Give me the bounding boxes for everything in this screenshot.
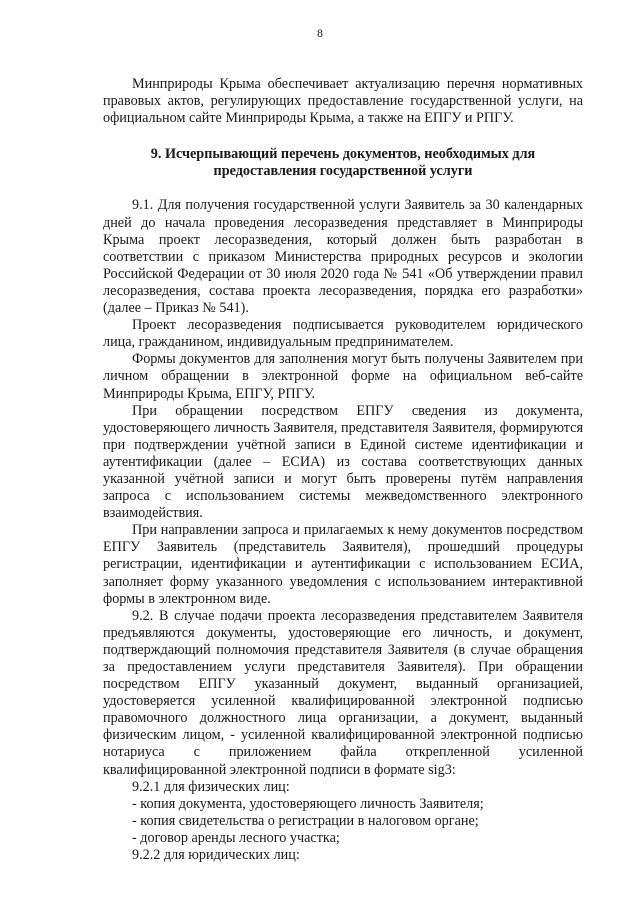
list-item: - договор аренды лесного участка; <box>132 829 340 846</box>
page-number: 8 <box>317 26 323 40</box>
paragraph-9-1: 9.1. Для получения государственной услуги Заявитель за 30 календарных дней до начала проведения лесоразведения представляет в Минприроды Крыма проект лесоразведения, который должен быть разработан в соответствии с приказом Министерства природных ресурсов и экологии Российской Федерации от 30 июля 2020 года № 541 «Об утверждении правил лесоразведения, состава проекта лесоразведения, порядка его разработки» (далее – Приказ № 541). <box>103 197 583 317</box>
document-body <box>103 76 583 864</box>
paragraph-forms: Формы документов для заполнения могут быть получены Заявителем при личном обращении в электронной форме на официальном веб-сайте Минприроды Крыма, ЕПГУ, РПГУ. <box>103 351 583 402</box>
list-item: - копия свидетельства о регистрации в налоговом органе; <box>132 812 479 829</box>
list-item: - копия документа, удостоверяющего личность Заявителя; <box>132 795 484 812</box>
paragraph-epgu-esia: При обращении посредством ЕПГУ сведения из документа, удостоверяющего личность Заявителя, представителя Заявителя, формируются при подтверждении учётной записи в Единой системе идентификации и аутентификации (далее – ЕСИА) из состава соответствующих данных указанной учётной записи и могут быть проверены путём направления запроса с использованием системы межведомственного электронного взаимодействия. <box>103 402 583 522</box>
paragraph-9-2-2: 9.2.2 для юридических лиц: <box>132 847 300 864</box>
paragraph-signature: Проект лесоразведения подписывается руководителем юридического лица, гражданином, индивидуальным предпринимателем. <box>103 317 583 351</box>
paragraph-actualization: Минприроды Крыма обеспечивает актуализацию перечня нормативных правовых актов, регулирующих предоставление государственной услуги, на официальном сайте Минприроды Крыма, а также на ЕПГУ и РПГУ. <box>103 76 583 127</box>
paragraph-9-2-1: 9.2.1 для физических лиц: <box>132 778 290 795</box>
section-heading: 9. Исчерпывающий перечень документов, необходимых для предоставления государственной услуги <box>150 146 536 180</box>
paragraph-request: При направлении запроса и прилагаемых к нему документов посредством ЕПГУ Заявитель (представитель Заявителя), прошедший процедуры регистрации, идентификации и аутентификации с использованием ЕСИА, заполняет форму указанного уведомления с использованием интерактивной формы в электронном виде. <box>103 522 583 607</box>
paragraph-9-2: 9.2. В случае подачи проекта лесоразведения представителем Заявителя предъявляются документы, удостоверяющие его личность, и документ, подтверждающий полномочия представителя Заявителя (в случае обращения за предоставлением услуги представителя Заявителя). При обращении посредством ЕПГУ указанный документ, выданный организацией, удостоверяется усиленной квалифицированной электронной подписью правомочного должностного лица организации, а документ, выданный физическим лицом, - усиленной квалифицированной электронной подписью нотариуса с приложением файла открепленной усиленной квалифицированной электронной подписи в формате sig3: <box>103 607 583 778</box>
